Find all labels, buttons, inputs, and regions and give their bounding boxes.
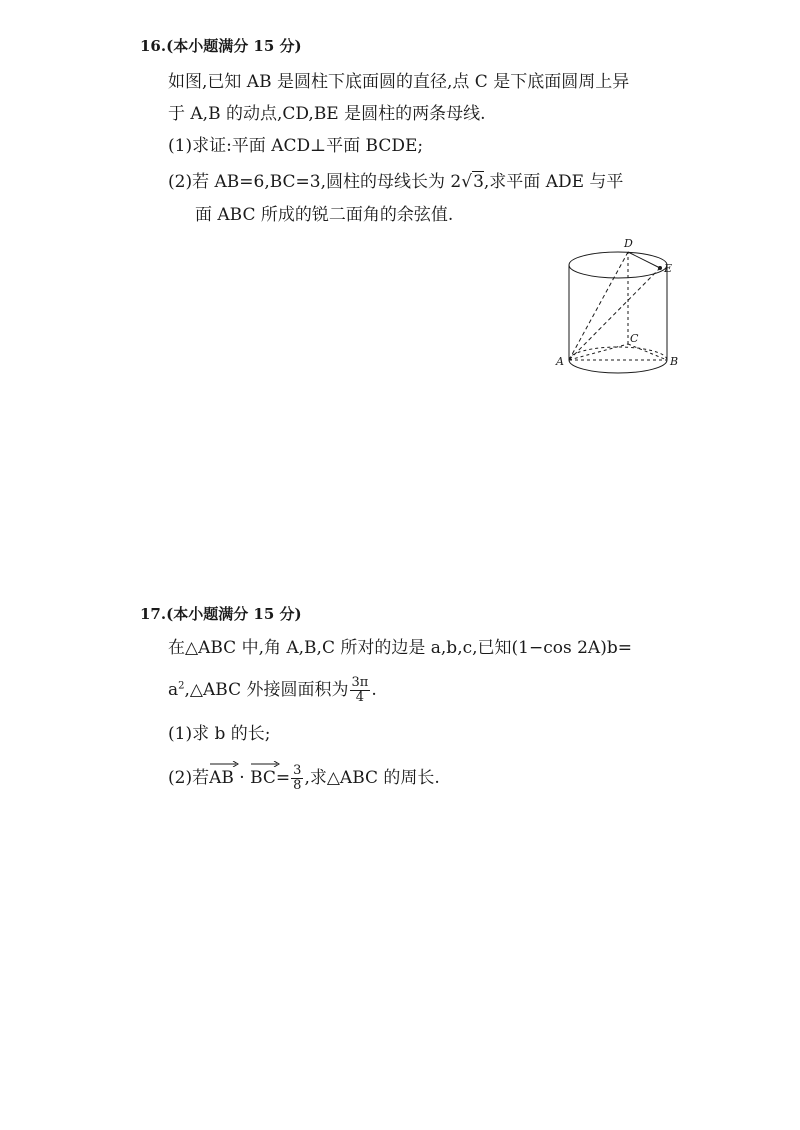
vector-BC [250, 766, 276, 790]
q16-part2-text-a: (2)若 AB=6,BC=3,圆柱的母线长为 2 [168, 172, 462, 192]
segment-AD [569, 252, 628, 360]
q17-dot-fraction [291, 764, 303, 793]
q17-part2-text-b: ,求△ABC 的周长. [304, 768, 440, 788]
q16-part1: (1)求证:平面 ACD⊥平面 BCDE; [168, 136, 424, 156]
label-C: C [630, 332, 639, 345]
q16-header: 16.(本小题满分 15 分) [140, 37, 302, 55]
equals-sign: = [275, 768, 291, 788]
q17-header: 17.(本小题满分 15 分) [140, 605, 302, 623]
q16-stem-line2: 于 A,B 的动点,CD,BE 是圆柱的两条母线. [168, 104, 486, 124]
q17-dot-num: 3 [293, 763, 302, 778]
vector-BC-label: BC [250, 768, 276, 788]
point-E-dot [658, 266, 662, 270]
q16-part2-radicand: 3 [473, 172, 484, 192]
vector-AB-label: AB [209, 768, 234, 788]
q16-part2-text-b: ,求平面 ADE 与平 [483, 172, 624, 192]
q16-stem-line1: 如图,已知 AB 是圆柱下底面圆的直径,点 C 是下底面圆周上异 [168, 72, 630, 92]
q17-exponent: 2 [178, 680, 185, 692]
sqrt-symbol: √3 [461, 172, 484, 192]
q17-stem-text: ,△ABC 外接圆面积为 [184, 680, 349, 700]
label-E: E [664, 262, 673, 275]
q17-part1: (1)求 b 的长; [168, 724, 271, 744]
segment-AC [569, 344, 628, 360]
q17-stem-line2 [168, 676, 377, 705]
bottom-front-arc [569, 360, 667, 373]
segment-CB [628, 344, 667, 360]
cylinder-figure [550, 228, 690, 378]
label-B: B [670, 355, 679, 368]
label-A: A [556, 355, 564, 368]
vector-AB [209, 766, 234, 790]
vector-arrow-icon [250, 761, 280, 767]
q17-part2 [168, 764, 440, 793]
q17-area-fraction [350, 676, 371, 705]
q16-part2 [168, 170, 623, 194]
q16-part2-line2: 面 ABC 所成的锐二面角的余弦值. [195, 205, 454, 225]
q17-dot-den: 8 [293, 778, 302, 793]
segment-AE [569, 268, 660, 360]
q17-stem-line1: 在△ABC 中,角 A,B,C 所对的边是 a,b,c,已知(1−cos 2A)b= [168, 638, 632, 658]
dot-product: · [233, 768, 251, 788]
vector-arrow-icon [209, 761, 239, 767]
q17-area-num: 3π [351, 675, 369, 690]
top-ellipse [569, 252, 667, 278]
q17-var-a: a [168, 680, 179, 700]
label-D: D [624, 237, 633, 250]
q17-part2-text-a: (2)若 [168, 768, 210, 788]
q17-area-den: 4 [355, 690, 365, 705]
q17-stem-end: . [371, 680, 377, 700]
